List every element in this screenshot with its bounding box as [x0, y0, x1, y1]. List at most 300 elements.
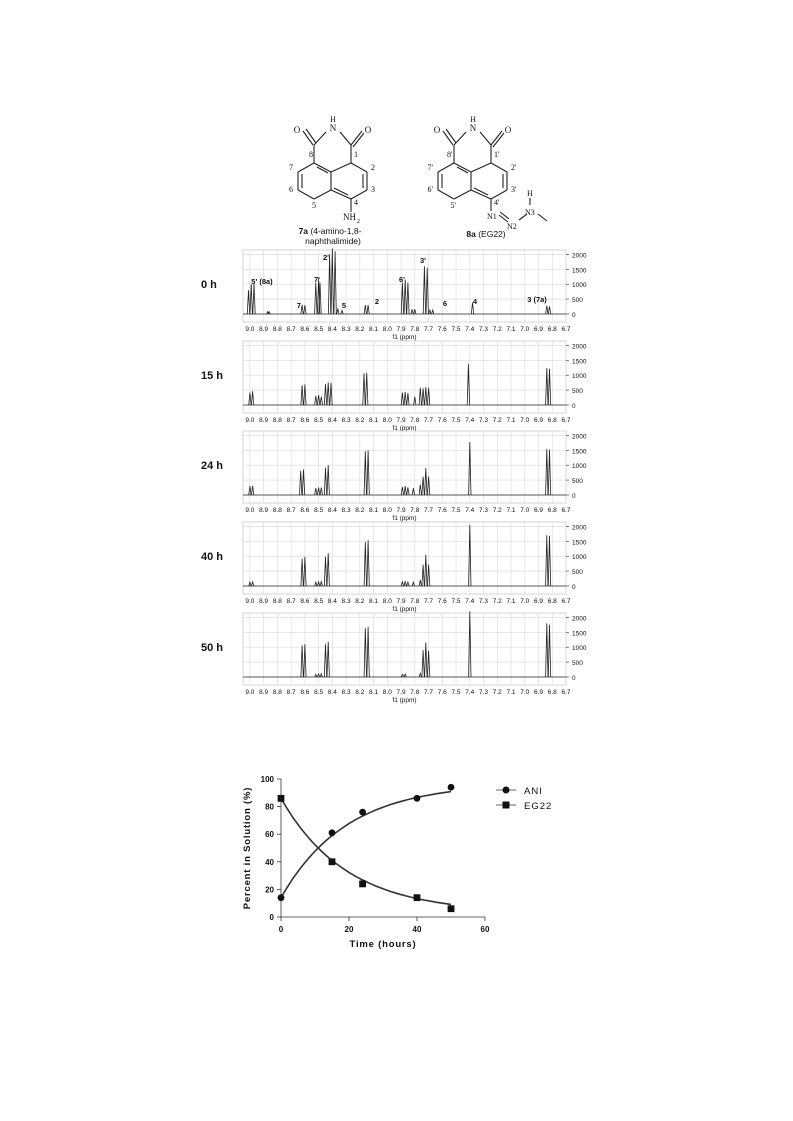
atom-label: 1' — [494, 150, 500, 159]
spectrum-peak — [401, 582, 403, 586]
ani-data-point — [448, 784, 455, 791]
x-tick-label: 7.6 — [437, 417, 447, 424]
data-points — [278, 784, 455, 912]
atom-label: 6' — [427, 185, 433, 194]
nmr-panel — [201, 431, 587, 522]
atom-label: H — [527, 189, 533, 198]
spectrum-peak — [407, 283, 409, 314]
x-tick-label: 8.0 — [382, 598, 392, 605]
spectrum-peak — [411, 309, 413, 314]
atom-label: 1 — [354, 150, 358, 159]
spectrum-peak — [546, 368, 548, 405]
spectrum-peak — [300, 471, 302, 495]
spectrum-peak — [367, 450, 369, 495]
peak-annotation: 2 — [374, 297, 380, 306]
spectrum-peak — [363, 373, 365, 405]
panel-frame — [243, 250, 566, 322]
y-tick-label: 500 — [572, 660, 583, 668]
x-tick-label: 8.7 — [286, 598, 296, 605]
x-tick-label: 8.3 — [341, 507, 351, 514]
spectrum-peak — [315, 396, 317, 405]
x-tick-label: 7.0 — [520, 326, 530, 333]
x-tick-label: 9.0 — [245, 507, 255, 514]
y-tick-label: 2000 — [572, 252, 587, 260]
atom-label: N — [329, 123, 337, 133]
legend-label-eg22: EG22 — [524, 801, 553, 812]
y-tick-label: 500 — [572, 478, 583, 486]
atom-label: 2 — [357, 219, 360, 225]
x-tick-label: 8.4 — [327, 598, 337, 605]
x-tick-label: 7.8 — [410, 689, 420, 696]
caption-bold: 7a — [298, 226, 309, 236]
spectrum-peak — [546, 623, 548, 677]
x-tick-label: 7.2 — [492, 417, 502, 424]
spectrum-peak — [429, 310, 431, 314]
x-tick-label: 8.5 — [314, 689, 324, 696]
x-tick-label: 7.0 — [520, 507, 530, 514]
spectrum-peak — [324, 468, 326, 495]
spectrum-peak — [432, 310, 434, 314]
peak-annotation: 2' — [323, 253, 329, 262]
x-tick-label: 6.7 — [561, 689, 571, 696]
eg22-data-point — [414, 894, 421, 901]
x-tick-label: 7.8 — [410, 598, 420, 605]
x-tick-label: 6.9 — [533, 326, 544, 333]
x-tick-label: 8.1 — [369, 417, 379, 424]
spectrum-peak — [320, 582, 322, 587]
y-tick-label: 500 — [572, 569, 583, 577]
time-label: 0 h — [201, 279, 217, 291]
x-tick-label: 8.4 — [327, 326, 337, 333]
ani-data-point — [414, 795, 421, 802]
y-tick-label: 0 — [572, 493, 576, 500]
y-tick-label: 60 — [265, 830, 274, 840]
spectrum-peak — [364, 628, 366, 677]
x-tick-label: 7.6 — [437, 598, 447, 605]
spectrum-peak — [422, 650, 424, 677]
x-axis-label: f1 (ppm) — [392, 606, 417, 613]
compound-caption — [299, 226, 362, 236]
atom-label: 7' — [427, 163, 433, 172]
peak-annotation: 7' — [314, 275, 320, 284]
atom-label: O — [504, 125, 512, 135]
legend-label-ani: ANI — [524, 786, 543, 797]
spectrum-peak — [315, 582, 317, 586]
y-tick-label: 80 — [265, 802, 274, 812]
spectrum-peak — [302, 469, 304, 495]
y-tick-label: 2000 — [572, 524, 587, 532]
x-tick-label: 8.5 — [314, 507, 324, 514]
y-tick-label: 40 — [265, 857, 274, 867]
x-tick-label: 7.9 — [396, 507, 406, 514]
x-tick-label: 8.1 — [369, 598, 379, 605]
spectrum-peak — [315, 283, 317, 314]
x-tick-label: 7.5 — [451, 689, 461, 696]
spectrum-peak — [548, 536, 550, 586]
x-tick-label: 8.3 — [341, 417, 351, 424]
spectrum-peak — [364, 451, 366, 495]
atom-label: N — [469, 123, 477, 133]
time-label: 24 h — [201, 460, 224, 472]
spectrum-peak — [425, 555, 427, 586]
x-axis-label: Time (hours) — [349, 939, 417, 950]
spectrum-peak — [401, 393, 403, 406]
y-tick-label: 1500 — [572, 267, 587, 275]
ani-data-point — [278, 894, 285, 901]
x-tick-label: 8.8 — [272, 326, 282, 333]
spectrum-peak — [251, 391, 253, 405]
spectrum-peak — [546, 306, 548, 314]
spectrum-peak — [320, 397, 322, 405]
x-tick-label: 9.0 — [245, 689, 255, 696]
y-tick-label: 1500 — [572, 630, 587, 638]
y-tick-label: 1000 — [572, 463, 587, 471]
x-tick-label: 9.0 — [245, 598, 255, 605]
x-tick-label: 7.3 — [479, 507, 489, 514]
y-tick-label: 20 — [265, 885, 274, 895]
ani-data-point — [329, 829, 336, 836]
x-tick-label: 8.3 — [341, 598, 351, 605]
caption-text: (EG22) — [475, 229, 506, 239]
x-tick-label: 7.5 — [451, 507, 461, 514]
atom-label: 4' — [494, 198, 500, 207]
spectrum-peak — [425, 643, 427, 677]
atom-label: 8' — [447, 150, 453, 159]
x-tick-label: 7.4 — [465, 507, 475, 514]
x-tick-label: 8.9 — [259, 689, 269, 696]
x-tick-label: 7.7 — [424, 326, 434, 333]
spectrum-peak — [251, 582, 253, 586]
x-tick-label: 8.8 — [272, 689, 282, 696]
x-tick-label: 7.7 — [424, 507, 434, 514]
panel-frame — [243, 613, 566, 685]
spectrum-peak — [419, 580, 421, 586]
spectrum-peak — [548, 450, 550, 495]
caption-bold: 8a — [466, 229, 476, 239]
spectrum-peak — [327, 553, 329, 586]
atom-label: O — [293, 125, 301, 135]
x-tick-label: 8.1 — [369, 689, 379, 696]
x-tick-label: 7.8 — [410, 507, 420, 514]
x-tick-label: 8.9 — [259, 326, 269, 333]
caption-text: (4-amino-1,8- — [308, 226, 362, 236]
x-tick-label: 8.5 — [314, 417, 324, 424]
x-tick-label: 7.5 — [451, 598, 461, 605]
atom-label: 4 — [354, 198, 358, 207]
peak-annotation: 4 — [472, 297, 478, 306]
spectrum-peak — [330, 383, 332, 405]
x-tick-label: 7.1 — [506, 598, 516, 605]
atom-label: 3 — [371, 185, 375, 194]
legend — [496, 786, 552, 812]
x-tick-label: 8.7 — [286, 417, 296, 424]
legend-marker-eg22 — [503, 802, 510, 809]
x-axis-label: f1 (ppm) — [392, 515, 417, 522]
x-tick-label: 6.7 — [561, 507, 571, 514]
x-tick-label: 7.1 — [506, 417, 516, 424]
spectrum-peak — [404, 581, 406, 586]
x-tick-label: 6.8 — [547, 598, 557, 605]
structure-7a — [289, 115, 375, 246]
x-tick-label: 8.2 — [355, 598, 365, 605]
x-tick-label: 7.6 — [437, 689, 447, 696]
x-tick-label: 7.6 — [437, 507, 447, 514]
x-tick-label: 7.4 — [465, 417, 475, 424]
spectrum-peak — [425, 468, 427, 495]
time-label: 40 h — [201, 551, 224, 563]
peak-annotation: 3' — [420, 256, 426, 265]
x-tick-label: 7.5 — [451, 417, 461, 424]
ani-data-point — [359, 809, 366, 816]
atom-label: N2 — [507, 222, 517, 231]
x-tick-label: 8.8 — [272, 507, 282, 514]
spectrum-peak — [301, 645, 303, 677]
spectrum-peak — [419, 485, 421, 495]
x-tick-label: 8.8 — [272, 417, 282, 424]
x-tick-label: 8.0 — [382, 689, 392, 696]
y-tick-label: 1000 — [572, 282, 587, 290]
x-axis-label: f1 (ppm) — [392, 334, 417, 341]
eg22-data-point — [329, 858, 336, 865]
y-tick-label: 1500 — [572, 448, 587, 456]
spectrum-peak — [407, 393, 409, 405]
spectrum-peak — [251, 486, 253, 495]
x-tick-label: 8.7 — [286, 507, 296, 514]
x-tick-label: 6.8 — [547, 326, 557, 333]
y-tick-label: 2000 — [572, 343, 587, 351]
x-tick-label: 40 — [412, 925, 422, 934]
atom-label: O — [433, 125, 441, 135]
spectrum-peak — [247, 290, 249, 314]
x-tick-label: 8.6 — [300, 689, 310, 696]
eg22-data-point — [448, 905, 455, 912]
spectrum-peak — [404, 392, 406, 405]
x-tick-label: 8.2 — [355, 326, 365, 333]
x-tick-label: 8.5 — [314, 598, 324, 605]
x-tick-label: 7.4 — [465, 598, 475, 605]
x-tick-label: 7.8 — [410, 417, 420, 424]
y-tick-label: 500 — [572, 297, 583, 305]
x-tick-label: 8.6 — [300, 507, 310, 514]
atom-label: N1 — [487, 212, 497, 221]
nmr-panel — [201, 248, 587, 341]
spectrum-peak — [315, 674, 317, 677]
y-tick-label: 0 — [269, 913, 274, 922]
y-tick-label: 2000 — [572, 433, 587, 441]
atom-label: H — [330, 115, 336, 124]
x-tick-label: 7.2 — [492, 689, 502, 696]
atom-label: 5 — [312, 201, 316, 210]
spectrum-peak — [301, 305, 303, 314]
spectrum-peak — [425, 387, 427, 405]
x-tick-label: 8.1 — [369, 326, 379, 333]
x-tick-label: 8.5 — [314, 326, 324, 333]
spectrum-peak — [546, 449, 548, 495]
x-tick-label: 7.8 — [410, 326, 420, 333]
spectrum-peak — [412, 582, 414, 586]
spectrum-peak — [327, 382, 329, 405]
atom-label: 8 — [309, 150, 313, 159]
time-label: 15 h — [201, 370, 224, 382]
x-tick-label: 8.4 — [327, 689, 337, 696]
spectrum-peak — [426, 268, 428, 314]
y-tick-label: 1500 — [572, 539, 587, 547]
spectrum-peak — [334, 251, 336, 314]
spectrum-peak — [423, 266, 425, 314]
spectrum-peak — [301, 385, 303, 405]
x-tick-label: 8.1 — [369, 507, 379, 514]
spectrum-peak — [422, 388, 424, 405]
y-tick-label: 0 — [572, 584, 576, 591]
x-tick-label: 8.9 — [259, 417, 269, 424]
atom-label: N3 — [525, 208, 535, 217]
y-tick-label: 0 — [572, 403, 576, 410]
x-tick-label: 7.9 — [396, 326, 406, 333]
y-tick-label: 1000 — [572, 554, 587, 562]
y-tick-label: 1500 — [572, 358, 587, 366]
x-tick-label: 7.0 — [520, 417, 530, 424]
x-tick-label: 7.7 — [424, 598, 434, 605]
x-tick-label: 8.6 — [300, 326, 310, 333]
x-tick-label: 7.2 — [492, 326, 502, 333]
x-axis-label: f1 (ppm) — [392, 425, 417, 432]
spectrum-peak — [546, 535, 548, 586]
nmr-panel — [201, 611, 587, 704]
structure-8a — [428, 115, 547, 239]
x-tick-label: 8.2 — [355, 689, 365, 696]
spectrum-peak — [315, 488, 317, 495]
x-tick-label: 7.0 — [520, 689, 530, 696]
nmr-stack — [201, 248, 587, 704]
x-tick-label: 8.3 — [341, 326, 351, 333]
nmr-panel — [201, 522, 587, 613]
atom-label: 6 — [289, 185, 293, 194]
x-tick-label: 6.9 — [533, 598, 544, 605]
spectrum-peak — [412, 488, 414, 495]
x-tick-label: 8.2 — [355, 417, 365, 424]
spectrum-peak — [320, 488, 322, 495]
spectrum-peak — [548, 306, 550, 314]
x-tick-label: 7.1 — [506, 507, 516, 514]
x-tick-label: 7.3 — [479, 598, 489, 605]
x-tick-label: 8.4 — [327, 507, 337, 514]
x-tick-label: 7.3 — [479, 326, 489, 333]
x-tick-label: 7.2 — [492, 507, 502, 514]
x-tick-label: 8.7 — [286, 326, 296, 333]
atom-label: 7 — [289, 163, 293, 172]
x-tick-label: 6.8 — [547, 417, 557, 424]
spectrum-peak — [324, 557, 326, 586]
x-tick-label: 6.7 — [561, 417, 571, 424]
x-tick-label: 20 — [344, 925, 354, 934]
x-tick-label: 8.8 — [272, 598, 282, 605]
spectrum-peak — [367, 627, 369, 677]
x-tick-label: 7.9 — [396, 598, 406, 605]
x-tick-label: 9.0 — [245, 326, 255, 333]
x-tick-label: 0 — [278, 925, 284, 934]
spectrum-peak — [401, 674, 403, 677]
spectrum-peak — [366, 373, 368, 405]
x-tick-label: 6.8 — [547, 689, 557, 696]
atom-label: 3' — [511, 185, 517, 194]
spectrum-peak — [337, 309, 339, 314]
x-tick-label: 7.3 — [479, 689, 489, 696]
atom-label: 2 — [371, 163, 375, 172]
x-tick-label: 7.1 — [506, 689, 516, 696]
x-ticks — [279, 917, 490, 934]
x-tick-label: 7.6 — [437, 326, 447, 333]
x-tick-label: 7.9 — [396, 417, 406, 424]
eg22-data-point — [278, 795, 285, 802]
x-tick-label: 7.5 — [451, 326, 461, 333]
y-axis-label: Percent in Solution (%) — [242, 786, 253, 910]
x-tick-label: 6.8 — [547, 507, 557, 514]
y-tick-label: 500 — [572, 388, 583, 396]
time-label: 50 h — [201, 642, 224, 654]
compound-caption-line2: naphthalimide) — [305, 236, 361, 246]
spectrum-peak — [324, 644, 326, 677]
x-tick-label: 8.2 — [355, 507, 365, 514]
x-tick-label: 7.7 — [424, 417, 434, 424]
x-tick-label: 7.4 — [465, 689, 475, 696]
x-tick-label: 6.7 — [561, 326, 571, 333]
x-tick-label: 7.9 — [396, 689, 406, 696]
x-tick-label: 6.9 — [533, 507, 544, 514]
x-tick-label: 8.7 — [286, 689, 296, 696]
compound-caption — [466, 229, 505, 239]
atom-label: NH — [343, 212, 356, 222]
y-tick-label: 100 — [260, 775, 274, 784]
x-tick-label: 6.9 — [533, 417, 544, 424]
spectrum-peak — [367, 305, 369, 314]
peak-annotation: 5' (8a) — [251, 277, 273, 286]
nmr-panel — [201, 341, 587, 432]
y-tick-label: 0 — [572, 675, 576, 682]
x-tick-label: 9.0 — [245, 417, 255, 424]
y-tick-label: 0 — [572, 312, 576, 319]
spectrum-peak — [341, 310, 343, 314]
x-tick-label: 8.6 — [300, 417, 310, 424]
y-tick-label: 2000 — [572, 615, 587, 623]
x-tick-label: 8.4 — [327, 417, 337, 424]
spectrum-peak — [419, 673, 421, 677]
spectrum-peak — [404, 674, 406, 677]
atom-label: 2' — [511, 163, 517, 172]
x-tick-label: 8.9 — [259, 598, 269, 605]
spectrum-peak — [364, 542, 366, 586]
x-tick-label: 8.0 — [382, 417, 392, 424]
x-tick-label: 8.6 — [300, 598, 310, 605]
peak-annotation: 5 — [341, 301, 347, 310]
y-tick-label: 1000 — [572, 645, 587, 653]
spectrum-peak — [301, 559, 303, 586]
x-tick-label: 6.9 — [533, 689, 544, 696]
y-tick-label: 1000 — [572, 373, 587, 381]
peak-annotation: 6' — [399, 275, 405, 284]
x-tick-label: 8.9 — [259, 507, 269, 514]
eg22-data-point — [359, 880, 366, 887]
x-tick-label: 7.1 — [506, 326, 516, 333]
x-tick-label: 7.0 — [520, 598, 530, 605]
peak-annotation: 6 — [442, 299, 448, 308]
spectrum-peak — [367, 540, 369, 586]
spectrum-peak — [422, 477, 424, 496]
spectrum-peak — [548, 369, 550, 405]
x-tick-label: 8.3 — [341, 689, 351, 696]
spectrum-peak — [407, 582, 409, 586]
spectrum-peak — [404, 280, 406, 314]
x-tick-label: 7.3 — [479, 417, 489, 424]
